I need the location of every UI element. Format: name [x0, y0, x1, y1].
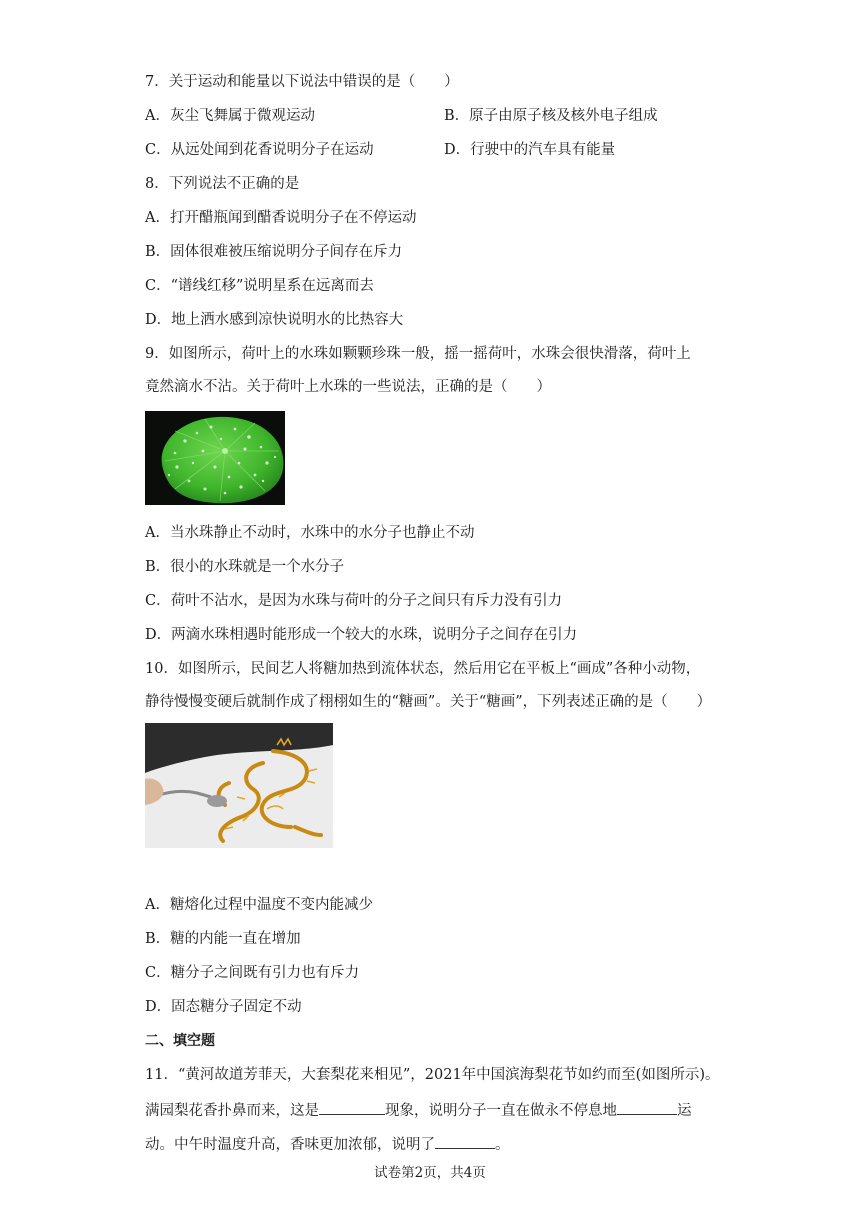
q11-text-2: 现象，说明分子一直在做永不停息地 — [385, 1103, 617, 1119]
q11-text-1: 满园梨花香扑鼻而来，这是 — [145, 1103, 319, 1119]
q10-stem-line1: 10．如图所示，民间艺人将糖加热到流体状态，然后用它在平板上“画成”各种小动物， — [145, 661, 701, 677]
answer-blank-2[interactable] — [617, 1099, 677, 1115]
q7-option-d: D．行驶中的汽车具有能量 — [444, 142, 616, 158]
q7-option-a: A．灰尘飞舞属于微观运动 — [145, 108, 315, 124]
q10-option-b: B．糖的内能一直在增加 — [145, 931, 301, 947]
q7-option-c: C．从远处闻到花香说明分子在运动 — [145, 142, 374, 158]
q10-option-c: C．糖分子之间既有引力也有斥力 — [145, 965, 360, 981]
q10-stem-line2: 静待慢慢变硬后就制作成了栩栩如生的“糖画”。关于“糖画”，下列表述正确的是（ ） — [145, 694, 712, 710]
q8-stem: 8．下列说法不正确的是 — [145, 176, 300, 192]
q7-option-b: B．原子由原子核及核外电子组成 — [444, 108, 658, 124]
q9-option-b: B．很小的水珠就是一个水分子 — [145, 559, 345, 575]
q11-line1: 11．“黄河故道芳菲天，大套梨花来相见”，2021年中国滨海梨花节如约而至(如图所示)。 — [145, 1067, 720, 1083]
lotus-leaf-photo — [145, 411, 285, 505]
q9-stem-line2: 竟然滴水不沾。关于荷叶上水珠的一些说法，正确的是（ ） — [145, 379, 551, 395]
q10-option-a: A．糖熔化过程中温度不变内能减少 — [145, 897, 373, 913]
answer-blank-3[interactable] — [435, 1133, 495, 1149]
q8-option-d: D．地上洒水感到凉快说明水的比热容大 — [145, 312, 404, 328]
q10-option-d: D．固态糖分子固定不动 — [145, 999, 302, 1015]
sugar-painting-photo — [145, 723, 333, 848]
q7-stem: 7．关于运动和能量以下说法中错误的是（ ） — [145, 74, 459, 90]
q11-text-5: 。 — [495, 1137, 510, 1153]
q8-option-a: A．打开醋瓶闻到醋香说明分子在不停运动 — [145, 210, 417, 226]
q9-option-a: A．当水珠静止不动时，水珠中的水分子也静止不动 — [145, 525, 475, 541]
q8-option-b: B．固体很难被压缩说明分子间存在斥力 — [145, 244, 403, 260]
q11-line2 — [145, 1099, 692, 1121]
q8-option-c: C．“谱线红移”说明星系在远离而去 — [145, 278, 374, 294]
q11-text-4: 动。中午时温度升高，香味更加浓郁，说明了 — [145, 1137, 435, 1153]
q9-stem-line1: 9．如图所示，荷叶上的水珠如颗颗珍珠一般，摇一摇荷叶，水珠会很快滑落，荷叶上 — [145, 346, 691, 362]
q11-text-3: 运 — [677, 1103, 692, 1119]
q9-option-c: C．荷叶不沾水，是因为水珠与荷叶的分子之间只有斥力没有引力 — [145, 593, 563, 609]
section-title: 二、填空题 — [145, 1033, 215, 1049]
q9-option-d: D．两滴水珠相遇时能形成一个较大的水珠，说明分子之间存在引力 — [145, 627, 578, 643]
q11-line3 — [145, 1133, 510, 1155]
page-footer: 试卷第2页，共4页 — [374, 1165, 486, 1181]
answer-blank-1[interactable] — [319, 1099, 385, 1115]
